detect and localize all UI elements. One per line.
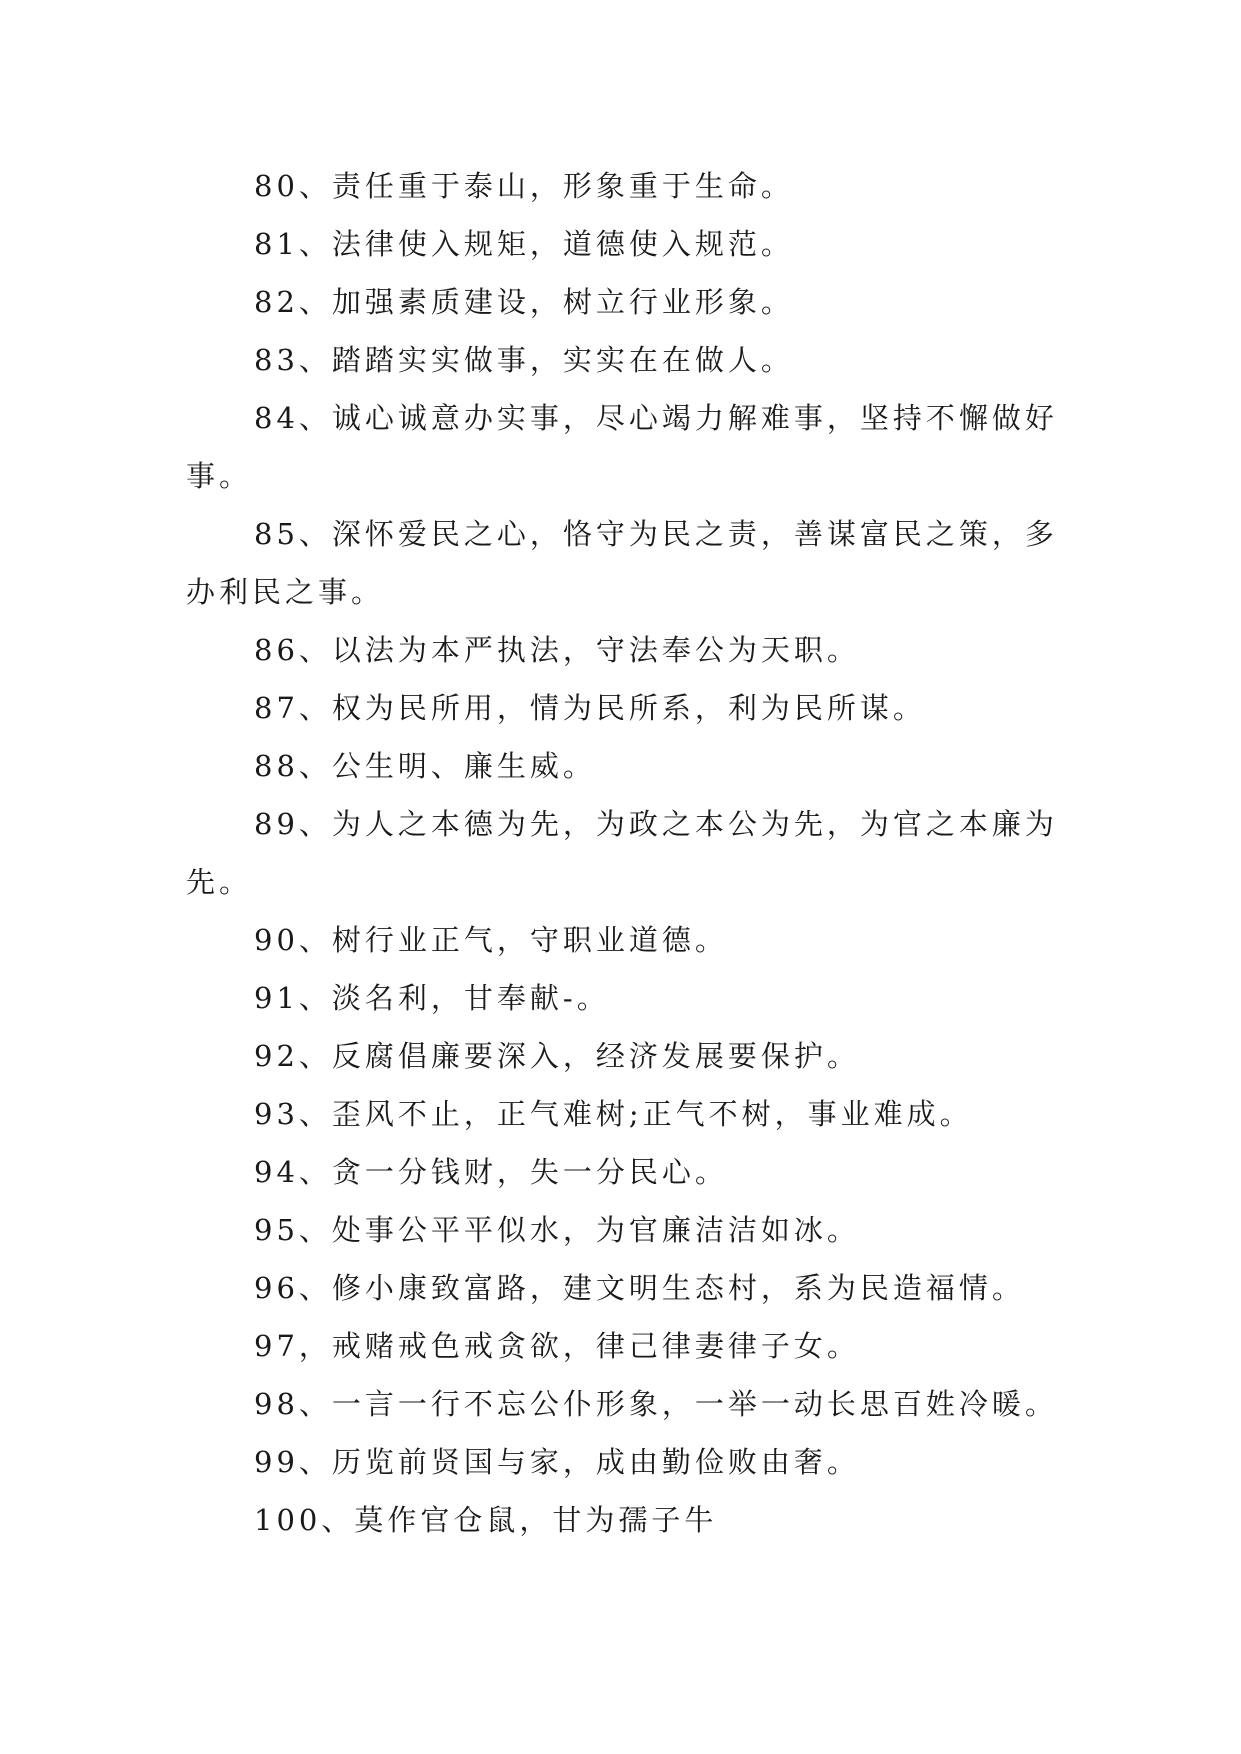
slogan-item-92: 92、反腐倡廉要深入，经济发展要保护。 xyxy=(254,1039,860,1073)
slogan-list xyxy=(186,157,1066,1549)
slogan-item-95: 95、处事公平平似水，为官廉洁洁如冰。 xyxy=(254,1213,860,1247)
slogan-item-98: 98、一言一行不忘公仆形象，一举一动长思百姓冷暖。 xyxy=(254,1387,1058,1421)
slogan-item-81: 81、法律使入规矩，道德使入规范。 xyxy=(254,227,794,261)
slogan-item-99: 99、历览前贤国与家，成由勤俭败由奢。 xyxy=(254,1445,860,1479)
slogan-item-87: 87、权为民所用，情为民所系，利为民所谋。 xyxy=(254,691,926,725)
slogan-item-96: 96、修小康致富路，建文明生态村，系为民造福情。 xyxy=(254,1271,1025,1305)
slogan-item-94: 94、贪一分钱财，失一分民心。 xyxy=(254,1155,728,1189)
slogan-item-83: 83、踏踏实实做事，实实在在做人。 xyxy=(254,343,794,377)
slogan-item-80: 80、责任重于泰山，形象重于生命。 xyxy=(254,169,794,203)
slogan-item-89: 89、为人之本德为先，为政之本公为先，为官之本廉为先。 xyxy=(186,807,1058,899)
slogan-item-100: 100、莫作官仓鼠，甘为孺子牛 xyxy=(254,1503,718,1537)
slogan-item-88: 88、公生明、廉生威。 xyxy=(254,749,596,783)
slogan-item-90: 90、树行业正气，守职业道德。 xyxy=(254,923,728,957)
slogan-item-91: 91、淡名利，甘奉献-。 xyxy=(254,981,610,1015)
slogan-item-85: 85、深怀爱民之心，恪守为民之责，善谋富民之策，多办利民之事。 xyxy=(186,517,1058,609)
slogan-item-97: 97，戒赌戒色戒贪欲，律己律妻律子女。 xyxy=(254,1329,860,1363)
slogan-item-84: 84、诚心诚意办实事，尽心竭力解难事，坚持不懈做好事。 xyxy=(186,401,1058,493)
slogan-item-93: 93、歪风不止，正气难树;正气不树，事业难成。 xyxy=(254,1097,973,1131)
slogan-item-82: 82、加强素质建设，树立行业形象。 xyxy=(254,285,794,319)
slogan-item-86: 86、以法为本严执法，守法奉公为天职。 xyxy=(254,633,860,667)
